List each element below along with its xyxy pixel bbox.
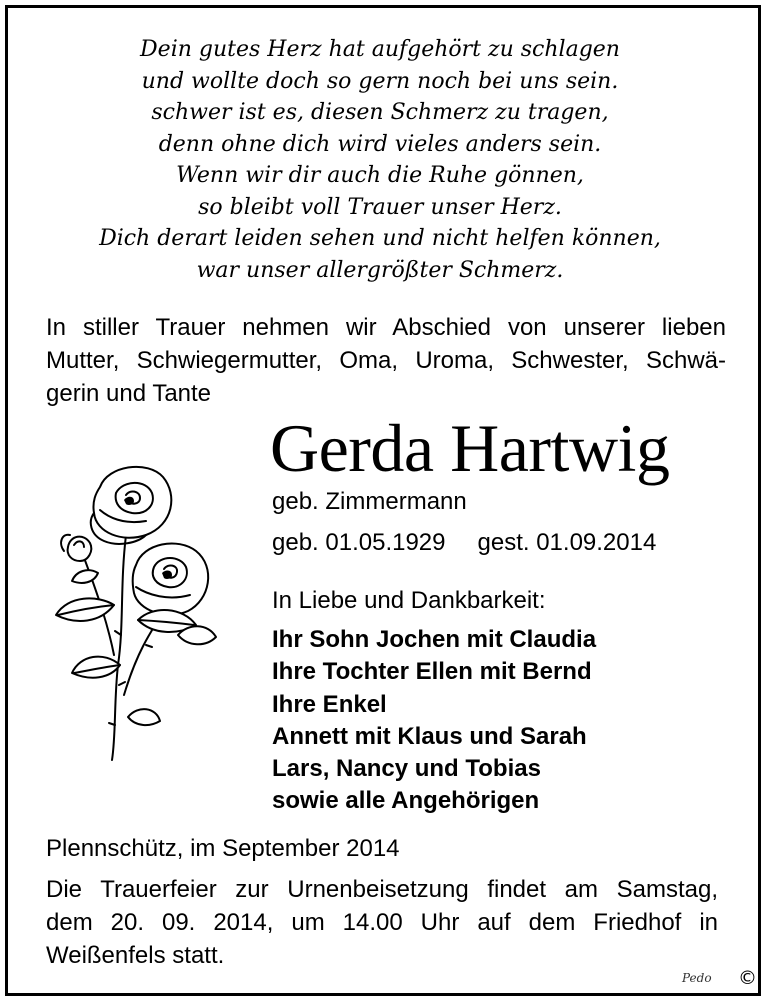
copyright-mark: ©: [738, 967, 757, 989]
life-dates: [272, 528, 656, 558]
ceremony-line: Weißenfels statt.: [46, 942, 225, 969]
intro-line: gerin und Tante: [46, 380, 212, 407]
poem-line: denn ohne dich wird vieles anders sein.: [158, 131, 602, 157]
ceremony-text: [46, 873, 718, 972]
poem-line: so bleibt voll Trauer unser Herz.: [198, 194, 562, 220]
ceremony-line: dem 20. 09. 2014, um 14.00 Uhr auf dem Friedhof in: [46, 909, 718, 936]
mourners-list: [272, 624, 596, 818]
rose-illustration-icon: [28, 455, 228, 770]
thanks-heading: In Liebe und Dankbarkeit:: [272, 587, 546, 614]
place-date: Plennschütz, im September 2014: [46, 835, 400, 862]
poem-line: Wenn wir dir auch die Ruhe gönnen,: [176, 163, 584, 188]
birth-name: geb. Zimmermann: [272, 488, 467, 515]
poem-line: schwer ist es, diesen Schmerz zu tragen,: [151, 100, 609, 125]
mourner-line: Ihre Tochter Ellen mit Bernd: [272, 658, 592, 686]
birth-date: geb. 01.05.1929: [272, 529, 446, 556]
intro-line: In stiller Trauer nehmen wir Abschied von unserer lieben: [46, 314, 726, 341]
ceremony-line: Die Trauerfeier zur Urnenbeisetzung findet am Samstag,: [46, 876, 718, 903]
artist-signature: Pedo: [682, 971, 712, 985]
intro-text: [46, 311, 726, 410]
poem-line: Dein gutes Herz hat aufgehört zu schlagen: [140, 37, 620, 62]
mourner-line: Ihr Sohn Jochen mit Claudia: [272, 626, 597, 653]
death-date: gest. 01.09.2014: [477, 529, 657, 556]
mourner-line: sowie alle Angehörigen: [272, 787, 540, 815]
poem-line: war unser allergrößter Schmerz.: [196, 257, 564, 283]
mourner-line: Annett mit Klaus und Sarah: [272, 722, 587, 750]
poem-line: Dich derart leiden sehen und nicht helfen können,: [99, 226, 661, 251]
mourner-line: Ihre Enkel: [272, 690, 387, 718]
deceased-name: Gerda Hartwig: [270, 410, 670, 486]
mourner-line: Lars, Nancy und Tobias: [272, 755, 541, 783]
intro-line: Mutter, Schwiegermutter, Oma, Uroma, Schwester, Schwä-: [46, 347, 726, 374]
poem: [0, 34, 760, 286]
poem-line: und wollte doch so gern noch bei uns sein.: [141, 68, 619, 94]
